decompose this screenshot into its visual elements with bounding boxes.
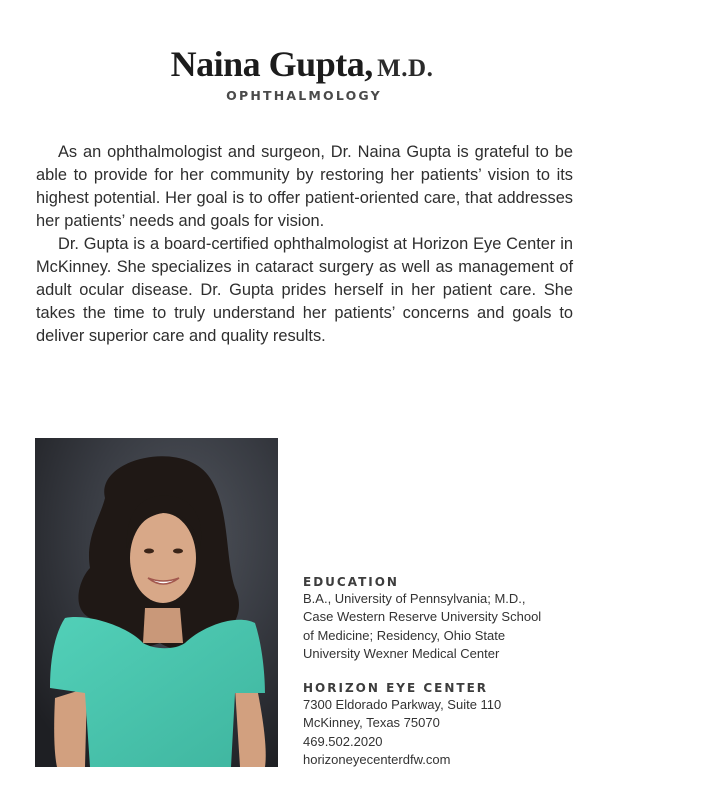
bio-paragraph: As an ophthalmologist and surgeon, Dr. Naina Gupta is grateful to be able to provide for her community by restoring her patients’ vision to its highest potential. Her goal is to offer patient-oriented care, that addresses her patients’ needs and goals for vision.	[36, 143, 573, 230]
practice-website-link[interactable]: horizoneyecenterdfw.com	[303, 752, 451, 768]
face-shape	[130, 513, 196, 603]
bio-paragraph: Dr. Gupta is a board-certified ophthalmologist at Horizon Eye Center in McKinney. She specializes in cataract surgery as well as management of adult ocular disease. Dr. Gupta prides herself in her patient care. She takes the time to truly understand her patients’ concerns and goals to deliver superior care and quality results.	[36, 235, 573, 345]
bio-section	[36, 141, 573, 348]
education-line: B.A., University of Pennsylvania; M.D.,	[303, 591, 526, 606]
doctor-credential: M.D.	[377, 55, 434, 82]
education-section	[303, 574, 583, 664]
education-line: Case Western Reserve University School	[303, 609, 542, 625]
education-heading: EDUCATION	[303, 575, 399, 589]
portrait-photo	[35, 438, 278, 767]
portrait-illustration	[35, 438, 278, 767]
education-line: University Wexner Medical Center	[303, 646, 500, 662]
practice-section	[303, 680, 583, 770]
practice-heading: HORIZON EYE CENTER	[303, 681, 489, 695]
practice-address-line1: 7300 Eldorado Parkway, Suite 110	[303, 697, 502, 712]
practice-phone[interactable]: 469.502.2020	[303, 733, 383, 749]
practice-address-line2: McKinney, Texas 75070	[303, 715, 440, 731]
specialty-label: OPHTHALMOLOGY	[226, 88, 382, 103]
doctor-name-heading	[0, 44, 604, 84]
doctor-name: Naina Gupta,	[170, 44, 373, 84]
education-line: of Medicine; Residency, Ohio State	[303, 627, 506, 643]
